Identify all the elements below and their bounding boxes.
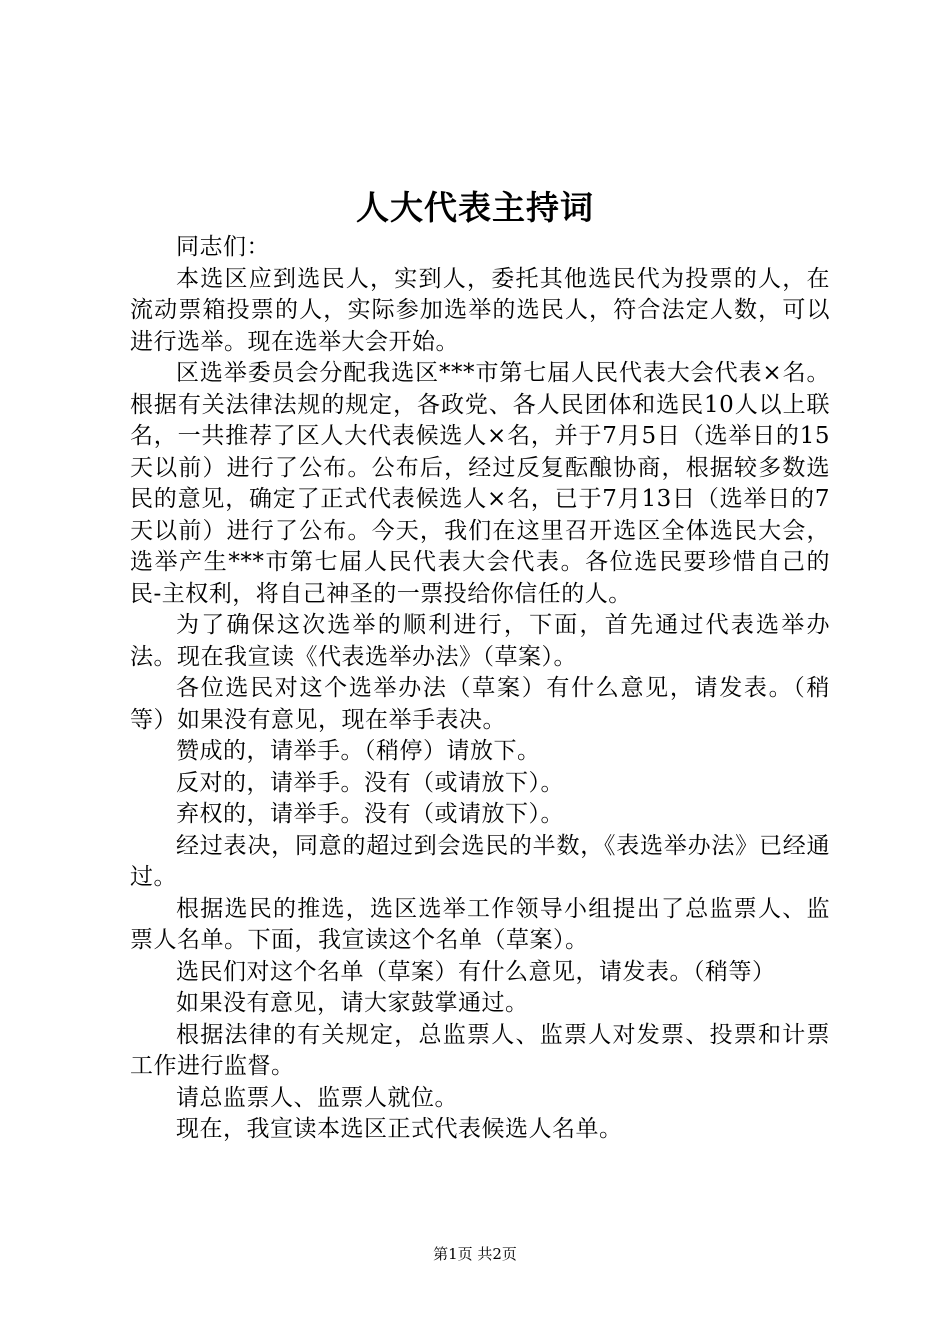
paragraph-opinions: 各位选民对这个选举办法（草案）有什么意见，请发表。（稍等）如果没有意见，现在举手表决。: [130, 675, 830, 733]
paragraph-vote-yes: 赞成的，请举手。（稍停）请放下。: [176, 738, 541, 764]
document-body: [130, 232, 830, 1146]
paragraph-attendance: 本选区应到选民人，实到人，委托其他选民代为投票的人，在流动票箱投票的人，实际参加选举的选民人，符合法定人数，可以进行选举。现在选举大会开始。: [130, 265, 830, 355]
page-number: 第1页 共2页: [433, 1245, 517, 1263]
paragraph-scrutineers: 根据选民的推选，选区选举工作领导小组提出了总监票人、监票人名单。下面，我宣读这个名单（草案）。: [130, 895, 830, 953]
document-title: 人大代表主持词: [356, 188, 594, 227]
paragraph-supervision: 根据法律的有关规定，总监票人、监票人对发票、投票和计票工作进行监督。: [130, 1021, 830, 1079]
paragraph-scrutineer-opinions: 选民们对这个名单（草案）有什么意见，请发表。（稍等）: [176, 958, 776, 985]
paragraph-vote-abstain: 弃权的，请举手。没有（或请放下）。: [176, 801, 564, 827]
paragraph-take-positions: 请总监票人、监票人就位。: [176, 1084, 458, 1111]
paragraph-greeting: 同志们：: [176, 234, 270, 260]
paragraph-vote-result: 经过表决，同意的超过到会选民的半数，《表选举办法》已经通过。: [130, 832, 830, 890]
paragraph-applause: 如果没有意见，请大家鼓掌通过。: [176, 990, 529, 1016]
paragraph-election-method: 为了确保这次选举的顺利进行，下面，首先通过代表选举办法。现在我宣读《代表选举办法》（草案）。: [130, 612, 830, 670]
paragraph-candidates: 区选举委员会分配我选区***市第七届人民代表大会代表×名。根据有关法律法规的规定，各政党、各人民团体和选民10人以上联名，一共推荐了区人大代表候选人×名，并于7月5日（选举日的15天以前）进行了公布。公布后，经过反复酝酿协商，根据较多数选民的意见，确定了正式代表候选人×名，已于7月13日（选举日的7天以前）进行了公布。今天，我们在这里召开选区全体选民大会，选举产生***市第七届人民代表大会代表。各位选民要珍惜自己的民-主权利，将自己神圣的一票投给你信任的人。: [130, 360, 830, 607]
paragraph-vote-no: 反对的，请举手。没有（或请放下）。: [176, 769, 564, 796]
paragraph-candidate-list: 现在，我宣读本选区正式代表候选人名单。: [176, 1116, 623, 1142]
